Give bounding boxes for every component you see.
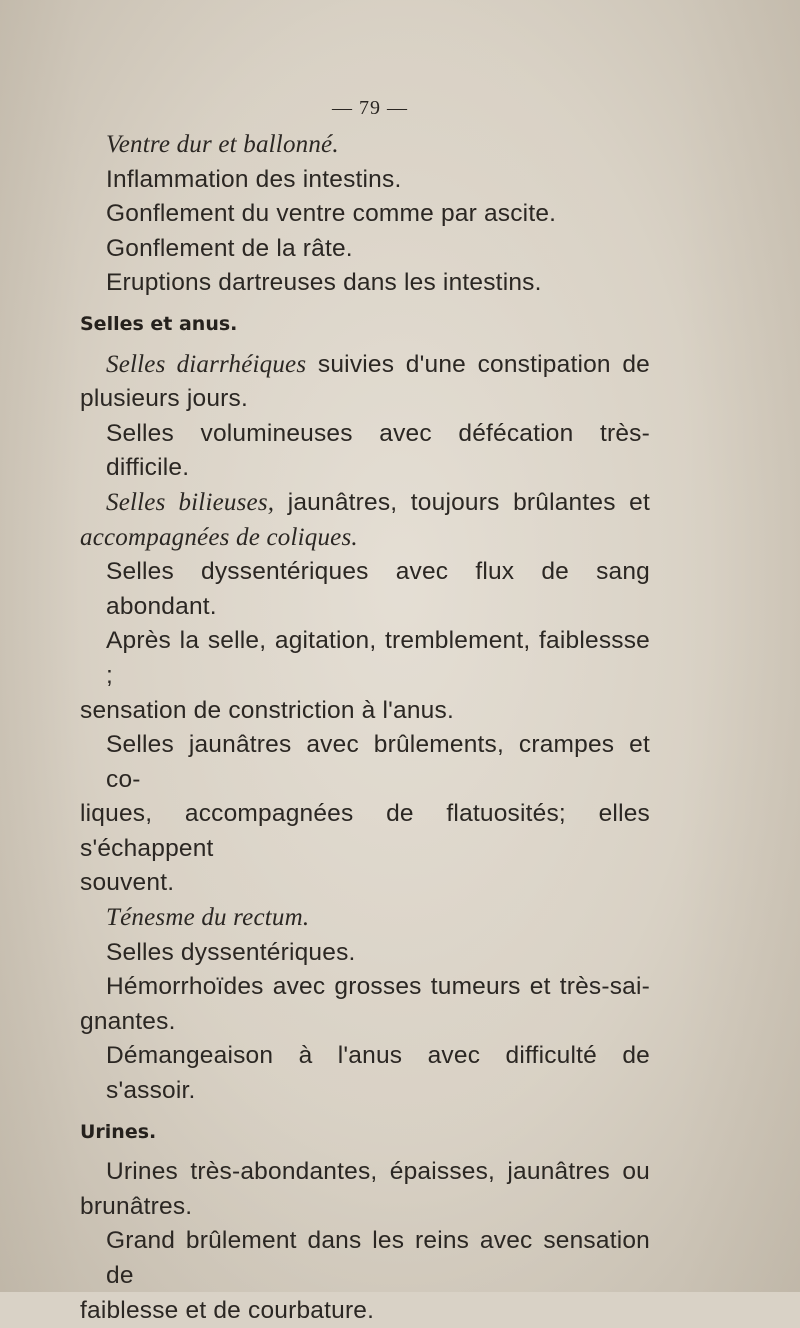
symptom-line: Après la selle, agitation, tremblement, faiblessse ; [106, 627, 650, 689]
symptom-line: Ténesme du rectum. [106, 904, 310, 932]
text-phrase: suivies d'une constipation de [306, 350, 650, 378]
italic-phrase: Selles bilieuses, [106, 488, 275, 516]
symptom-line: Selles dyssentériques. [106, 938, 356, 966]
section-heading-urines: Urines. [80, 1120, 157, 1143]
symptom-line: Démangeaison à l'anus avec difficulté de s'assoir. [106, 1042, 650, 1105]
symptom-line: Hémorrhoïdes avec grosses tumeurs et très-sai- [106, 973, 650, 1001]
symptom-line: Eruptions dartreuses dans les intestins. [106, 269, 542, 297]
symptom-line: faiblesse et de courbature. [80, 1296, 375, 1324]
symptom-line [80, 486, 650, 521]
page-text [80, 88, 650, 1328]
symptom-line: Gonflement de la râte. [106, 234, 353, 262]
symptom-line: souvent. [80, 869, 175, 897]
symptom-line: gnantes. [80, 1007, 176, 1035]
symptom-line: accompagnées de coliques. [80, 523, 358, 551]
symptom-line: Gonflement du ventre comme par ascite. [106, 200, 557, 228]
symptom-line: Grand brûlement dans les reins avec sensation de [106, 1227, 650, 1289]
symptom-line: Selles volumineuses avec défécation très-difficile. [106, 419, 650, 482]
symptom-line: Selles jaunâtres avec brûlements, crampes et co- [106, 731, 650, 793]
symptom-line: plusieurs jours. [80, 385, 248, 413]
symptom-line: Ventre dur et ballonné. [106, 131, 339, 158]
symptom-line [80, 348, 650, 383]
section-heading-selles: Selles et anus. [80, 312, 238, 335]
text-phrase: jaunâtres, toujours brûlantes et [274, 488, 650, 516]
symptom-line: sensation de constriction à l'anus. [80, 696, 454, 724]
page-number: — 79 — [332, 97, 408, 119]
symptom-line: Selles dyssentériques avec flux de sang abondant. [106, 558, 650, 620]
symptom-line: Urines très-abondantes, épaisses, jaunâtres ou [106, 1158, 650, 1186]
symptom-line: liques, accompagnées de flatuosités; elles s'échappent [80, 800, 650, 862]
symptom-line: Inflammation des intestins. [106, 165, 402, 193]
symptom-line: brunâtres. [80, 1192, 193, 1220]
italic-phrase: Selles diarrhéiques [106, 350, 307, 378]
